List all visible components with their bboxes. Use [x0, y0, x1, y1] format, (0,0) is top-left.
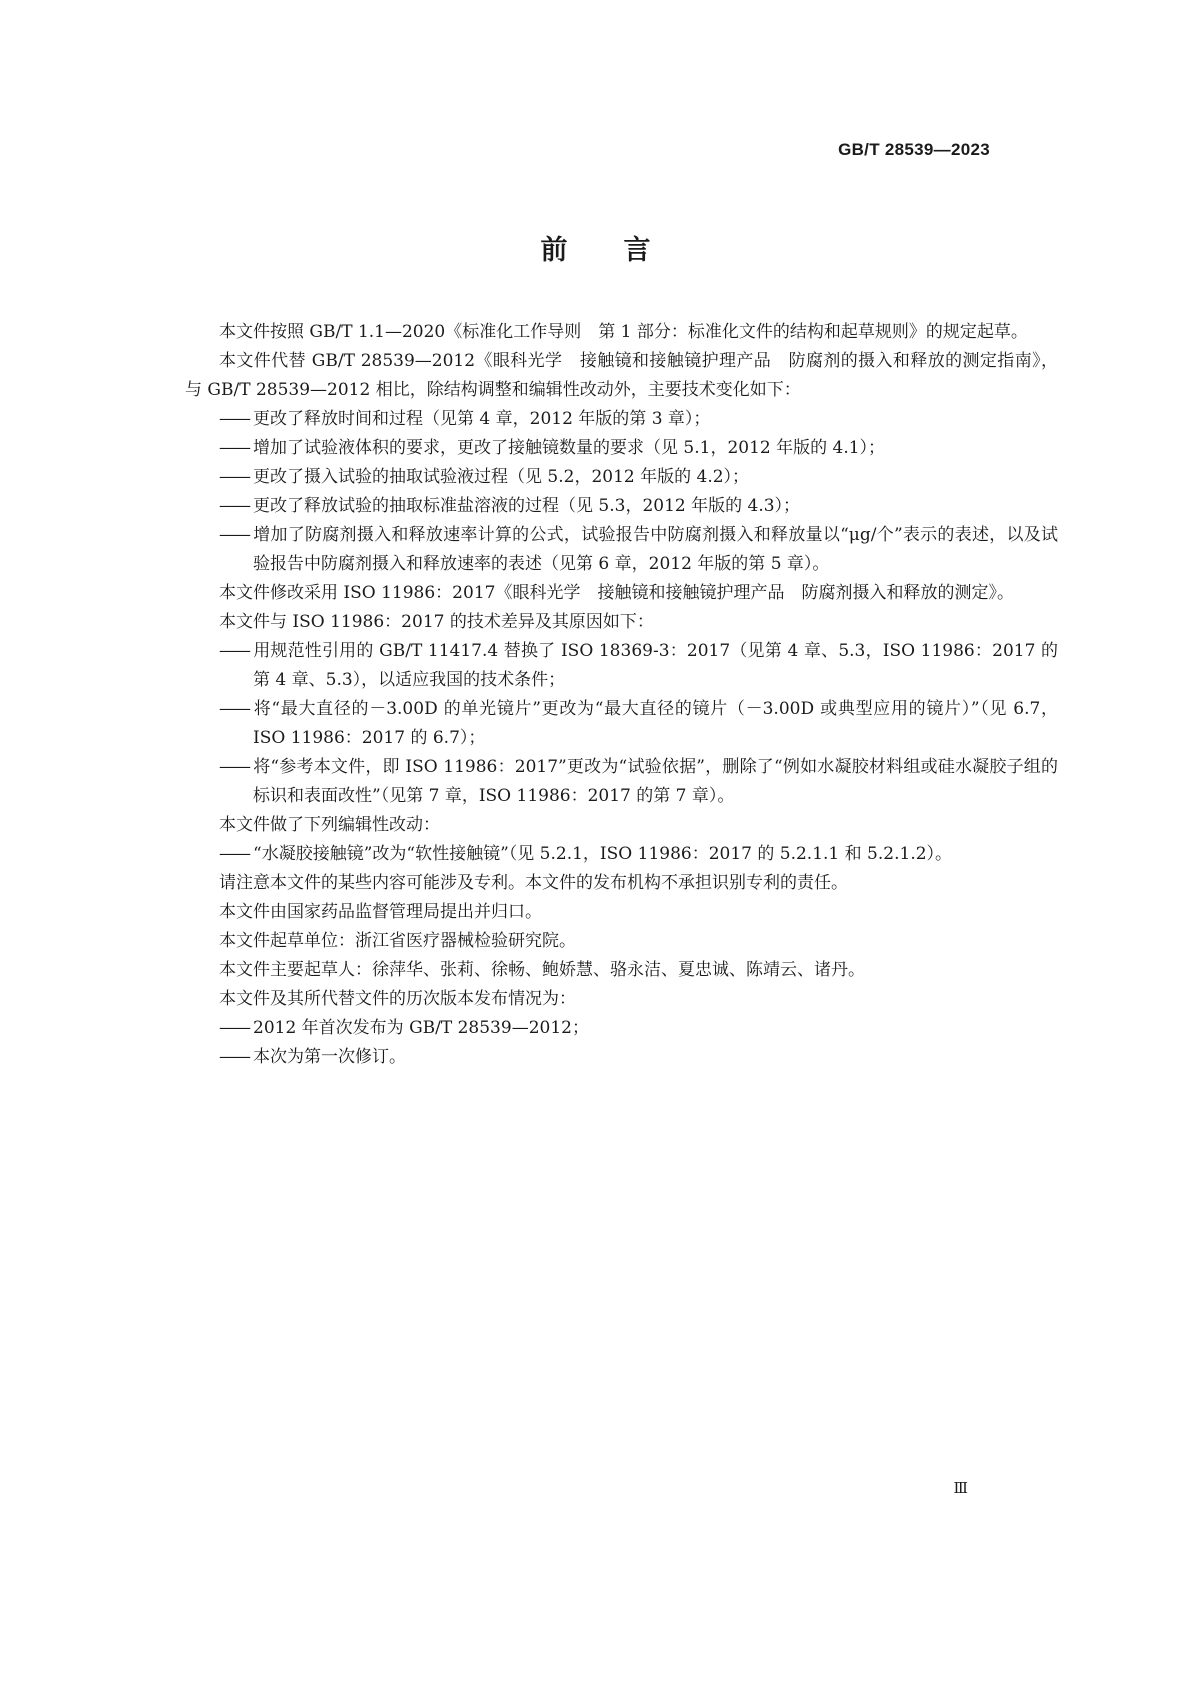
paragraph: 本文件代替 GB/T 28539—2012《眼科光学 接触镜和接触镜护理产品 防腐剂的摄入和释放的测定指南》，与 GB/T 28539—2012 相比，除结构调整和编辑性改动外，主要技术变化如下： [185, 351, 1058, 400]
list-item-text: “水凝胶接触镜”改为“软性接触镜”（见 5.2.1，ISO 11986：2017 的 5.2.1.1 和 5.2.1.2）。 [253, 844, 953, 864]
list-item [185, 753, 1058, 811]
list-item-text: 用规范性引用的 GB/T 11417.4 替换了 ISO 18369-3：2017（见第 4 章、5.3，ISO 11986：2017 的第 4 章、5.3），以适应我国的技术条件； [253, 641, 1058, 690]
dash-mark: —— [219, 699, 249, 719]
dash-mark: —— [219, 1018, 249, 1038]
list-item [185, 637, 1058, 695]
paragraph: 本文件与 ISO 11986：2017 的技术差异及其原因如下： [219, 612, 654, 632]
list-item [185, 1014, 1058, 1043]
paragraph: 本文件做了下列编辑性改动： [219, 815, 440, 835]
list-item [185, 521, 1058, 579]
list-item-text: 本次为第一次修订。 [253, 1047, 406, 1067]
page-number: Ⅲ [953, 1479, 968, 1497]
list-item [185, 840, 1058, 869]
paragraph: 本文件起草单位：浙江省医疗器械检验研究院。 [219, 931, 576, 951]
list-item [185, 1043, 1058, 1072]
list-item-text: 将“最大直径的－3.00D 的单光镜片”更改为“最大直径的镜片（－3.00D 或典型应用的镜片）”（见 6.7，ISO 11986：2017 的 6.7）； [253, 699, 1058, 748]
list-item-text: 2012 年首次发布为 GB/T 28539—2012； [253, 1018, 589, 1038]
list-item-text: 增加了防腐剂摄入和释放速率计算的公式，试验报告中防腐剂摄入和释放量以“μg/个”表示的表述，以及试验报告中防腐剂摄入和释放速率的表述（见第 6 章，2012 年版的第 5 章）。 [253, 525, 1058, 574]
dash-mark: —— [219, 467, 249, 487]
dash-mark: —— [219, 409, 249, 429]
paragraph: 请注意本文件的某些内容可能涉及专利。本文件的发布机构不承担识别专利的责任。 [219, 873, 848, 893]
dash-mark: —— [219, 757, 249, 777]
paragraph: 本文件由国家药品监督管理局提出并归口。 [219, 902, 542, 922]
dash-mark: —— [219, 496, 249, 516]
list-item-text: 增加了试验液体积的要求，更改了接触镜数量的要求（见 5.1，2012 年版的 4.1）； [253, 438, 886, 458]
dash-mark: —— [219, 1047, 249, 1067]
paragraph: 本文件及其所代替文件的历次版本发布情况为： [219, 989, 576, 1009]
dash-mark: —— [219, 844, 249, 864]
paragraph: 本文件主要起草人：徐萍华、张莉、徐畅、鲍娇慧、骆永洁、夏忠诚、陈靖云、诸丹。 [219, 960, 865, 980]
foreword-body [185, 318, 1058, 1072]
page-title: 前言 [540, 235, 707, 266]
list-item-text: 更改了释放试验的抽取标准盐溶液的过程（见 5.3，2012 年版的 4.3）； [253, 496, 801, 516]
dash-mark: —— [219, 438, 249, 458]
dash-mark: —— [219, 641, 249, 661]
list-item-text: 将“参考本文件，即 ISO 11986：2017”更改为“试验依据”，删除了“例如水凝胶材料组或硅水凝胶子组的标识和表面改性”（见第 7 章，ISO 11986：2017 的第 7 章）。 [253, 757, 1058, 806]
list-item [185, 695, 1058, 753]
list-item [185, 463, 1058, 492]
list-item [185, 405, 1058, 434]
paragraph: 本文件修改采用 ISO 11986：2017《眼科光学 接触镜和接触镜护理产品 防腐剂摄入和释放的测定》。 [219, 583, 1014, 603]
list-item-text: 更改了摄入试验的抽取试验液过程（见 5.2，2012 年版的 4.2）； [253, 467, 750, 487]
list-item [185, 492, 1058, 521]
standard-code: GB/T 28539—2023 [838, 140, 990, 159]
list-item [185, 434, 1058, 463]
dash-mark: —— [219, 525, 249, 545]
paragraph: 本文件按照 GB/T 1.1—2020《标准化工作导则 第 1 部分：标准化文件的结构和起草规则》的规定起草。 [219, 322, 1028, 342]
list-item-text: 更改了释放时间和过程（见第 4 章，2012 年版的第 3 章）； [253, 409, 711, 429]
